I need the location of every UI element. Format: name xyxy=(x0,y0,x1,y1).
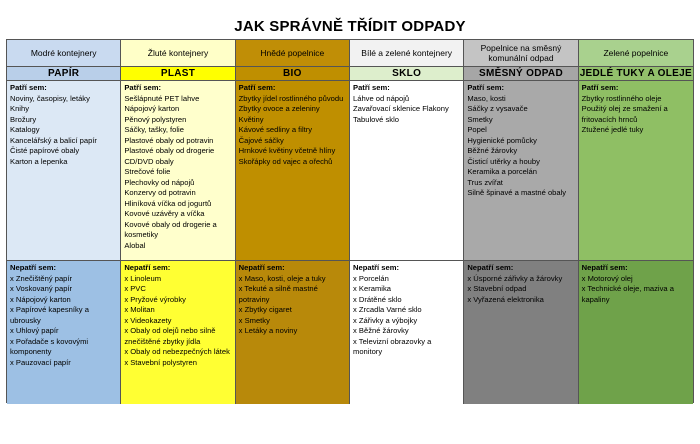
list-item: x Videokazety xyxy=(124,315,172,325)
list-item: Maso, kosti xyxy=(467,93,506,103)
belongs-label: Patří sem: xyxy=(10,83,47,92)
in-list-mixed xyxy=(464,81,578,261)
list-item: Popel xyxy=(467,125,487,134)
header-green: Zelené popelnice xyxy=(579,40,693,67)
list-item: Zbytky ovoce a zeleniny xyxy=(238,104,320,113)
list-item: Skořápky od vajec a ořechů xyxy=(238,156,333,166)
list-item: x Pauzovací papír xyxy=(10,357,71,367)
category-paper: PAPÍR xyxy=(7,67,121,81)
list-item: Alobal xyxy=(124,240,146,250)
list-item: Hygienické pomůcky xyxy=(467,135,537,145)
list-item: Zbytky jídel rostlinného původu xyxy=(238,93,344,103)
list-item: x PVC xyxy=(124,284,146,293)
list-item: Strečové folie xyxy=(124,167,171,176)
belongs-label: Patří sem: xyxy=(238,83,276,92)
list-item: Čisticí utěrky a houby xyxy=(467,156,540,166)
list-item: Sáčky z vysavače xyxy=(467,104,528,113)
list-item: Plastové obaly od drogerie xyxy=(124,146,215,155)
list-item: Keramika a porcelán xyxy=(467,167,537,176)
in-list-plastic xyxy=(121,81,235,261)
list-item: Zbytky rostlinného oleje xyxy=(581,93,662,103)
header-gray: Popelnice na směsný komunální odpad xyxy=(464,40,578,67)
in-list-glass xyxy=(350,81,464,261)
not-belongs-label: Nepatří sem: xyxy=(10,263,57,272)
list-item: CD/DVD obaly xyxy=(124,156,174,166)
list-item: x Uhlový papír xyxy=(10,326,59,335)
in-list-bio xyxy=(236,81,350,261)
list-item: x Voskovaný papír xyxy=(10,284,73,293)
list-item: Sáčky, tašky, folie xyxy=(124,125,184,134)
not-belongs-label: Nepatří sem: xyxy=(353,263,400,272)
list-item: Noviny, časopisy, letáky xyxy=(10,93,90,103)
list-item: x Maso, kosti, oleje a tuky xyxy=(238,273,326,283)
list-item: x Zářivky a výbojky xyxy=(353,315,418,325)
list-item: Hliníková víčka od jogurtů xyxy=(124,198,212,208)
list-item: Pěnový polystyren xyxy=(124,114,187,124)
header-brown: Hnědé popelnice xyxy=(236,40,350,67)
category-plastic: PLAST xyxy=(121,67,235,81)
list-item: x Znečištěný papír xyxy=(10,273,73,283)
list-item: x Obaly od olejů nebo silně znečištěné zbytky jídla xyxy=(124,326,216,346)
category-glass: SKLO xyxy=(350,67,464,81)
list-item: x Drátěné sklo xyxy=(353,294,402,304)
list-item: x Stavební odpad xyxy=(467,284,527,293)
belongs-label: Patří sem: xyxy=(581,83,619,92)
list-item: x Vyřazená elektronika xyxy=(467,294,544,304)
list-item: x Stavební polystyren xyxy=(124,357,197,367)
list-item: x Úsporné zářivky a žárovky xyxy=(467,273,563,283)
belongs-label: Patří sem: xyxy=(124,83,162,92)
list-item: x Motorový olej xyxy=(581,273,633,283)
list-item: x Smetky xyxy=(238,315,270,325)
list-item: Ztužené jedlé tuky xyxy=(581,125,644,134)
out-list-oils xyxy=(579,261,693,404)
header-yellow: Žluté kontejnery xyxy=(121,40,235,67)
out-list-bio xyxy=(236,261,350,404)
list-item: Karton a lepenka xyxy=(10,156,68,166)
belongs-label: Patří sem: xyxy=(467,83,505,92)
out-list-glass xyxy=(350,261,464,404)
page-title: JAK SPRÁVNĚ TŘÍDIT ODPADY xyxy=(234,18,466,35)
list-item: Čisté papírové obaly xyxy=(10,146,80,155)
out-list-mixed xyxy=(464,261,578,404)
list-item: x Běžné žárovky xyxy=(353,326,409,335)
list-item: Zavařovací sklenice Flakony xyxy=(353,104,449,113)
list-item: Kovové uzávěry a víčka xyxy=(124,209,205,218)
category-oils: JEDLÉ TUKY A OLEJE xyxy=(579,68,692,79)
list-item: x Nápojový karton xyxy=(10,294,71,304)
list-item: x Tekuté a silně mastné potraviny xyxy=(238,284,318,304)
out-list-plastic xyxy=(121,261,235,404)
list-item: x Televizní obrazovky a monitory xyxy=(353,336,432,356)
category-mixed: SMĚSNÝ ODPAD xyxy=(464,67,578,81)
list-item: Sešlápnuté PET lahve xyxy=(124,93,200,103)
list-item: Použitý olej ze smažení a fritovacích hrnců xyxy=(581,104,668,124)
list-item: x Linoleum xyxy=(124,273,162,283)
in-list-paper xyxy=(7,81,121,261)
list-item: Nápojový karton xyxy=(124,104,180,113)
list-item: Čajové sáčky xyxy=(238,135,284,145)
list-item: x Porcelán xyxy=(353,273,389,283)
list-item: Smetky xyxy=(467,114,493,124)
header-blue: Modré kontejnery xyxy=(7,40,121,67)
list-item: x Obaly od nebezpečných látek xyxy=(124,347,230,356)
list-item: x Papírové kapesníky a ubrousky xyxy=(10,305,89,325)
not-belongs-label: Nepatří sem: xyxy=(467,263,514,272)
list-item: Katalogy xyxy=(10,125,40,134)
not-belongs-label: Nepatří sem: xyxy=(124,263,171,272)
list-item: x Pořadače s kovovými komponenty xyxy=(10,336,89,356)
list-item: Květiny xyxy=(238,114,264,124)
list-item: Kávové sedliny a filtry xyxy=(238,125,313,134)
list-item: x Technické oleje, maziva a kapaliny xyxy=(581,284,674,304)
list-item: Plastové obaly od potravin xyxy=(124,135,214,145)
list-item: Knihy xyxy=(10,104,29,113)
list-item: x Keramika xyxy=(353,284,391,293)
list-item: Plechovky od nápojů xyxy=(124,177,195,187)
belongs-label: Patří sem: xyxy=(353,83,390,92)
list-item: Kovové obaly od drogerie a kosmetiky xyxy=(124,219,217,239)
list-item: Běžné žárovky xyxy=(467,146,518,155)
list-item: Brožury xyxy=(10,114,37,124)
list-item: x Zbytky cigaret xyxy=(238,305,292,314)
list-item: x Pryžové výrobky xyxy=(124,294,186,304)
list-item: Silně špinavé a mastné obaly xyxy=(467,188,567,197)
list-item: Kancelářský a balicí papír xyxy=(10,135,97,145)
list-item: x Zrcadla Varné sklo xyxy=(353,305,422,314)
list-item: Láhve od nápojů xyxy=(353,93,410,103)
out-list-paper xyxy=(7,261,121,404)
waste-sorting-table xyxy=(6,39,694,403)
in-list-oils xyxy=(579,81,693,261)
list-item: Tabulové sklo xyxy=(353,114,400,124)
list-item: Hrnkové květiny včetně hlíny xyxy=(238,146,336,155)
not-belongs-label: Nepatří sem: xyxy=(238,263,285,272)
category-bio: BIO xyxy=(236,67,350,81)
list-item: Konzervy od potravin xyxy=(124,188,196,197)
list-item: Trus zvířat xyxy=(467,177,503,187)
list-item: x Molitan xyxy=(124,305,155,314)
header-white-green: Bílé a zelené kontejnery xyxy=(350,40,464,67)
not-belongs-label: Nepatří sem: xyxy=(581,263,628,272)
list-item: x Letáky a noviny xyxy=(238,326,298,335)
